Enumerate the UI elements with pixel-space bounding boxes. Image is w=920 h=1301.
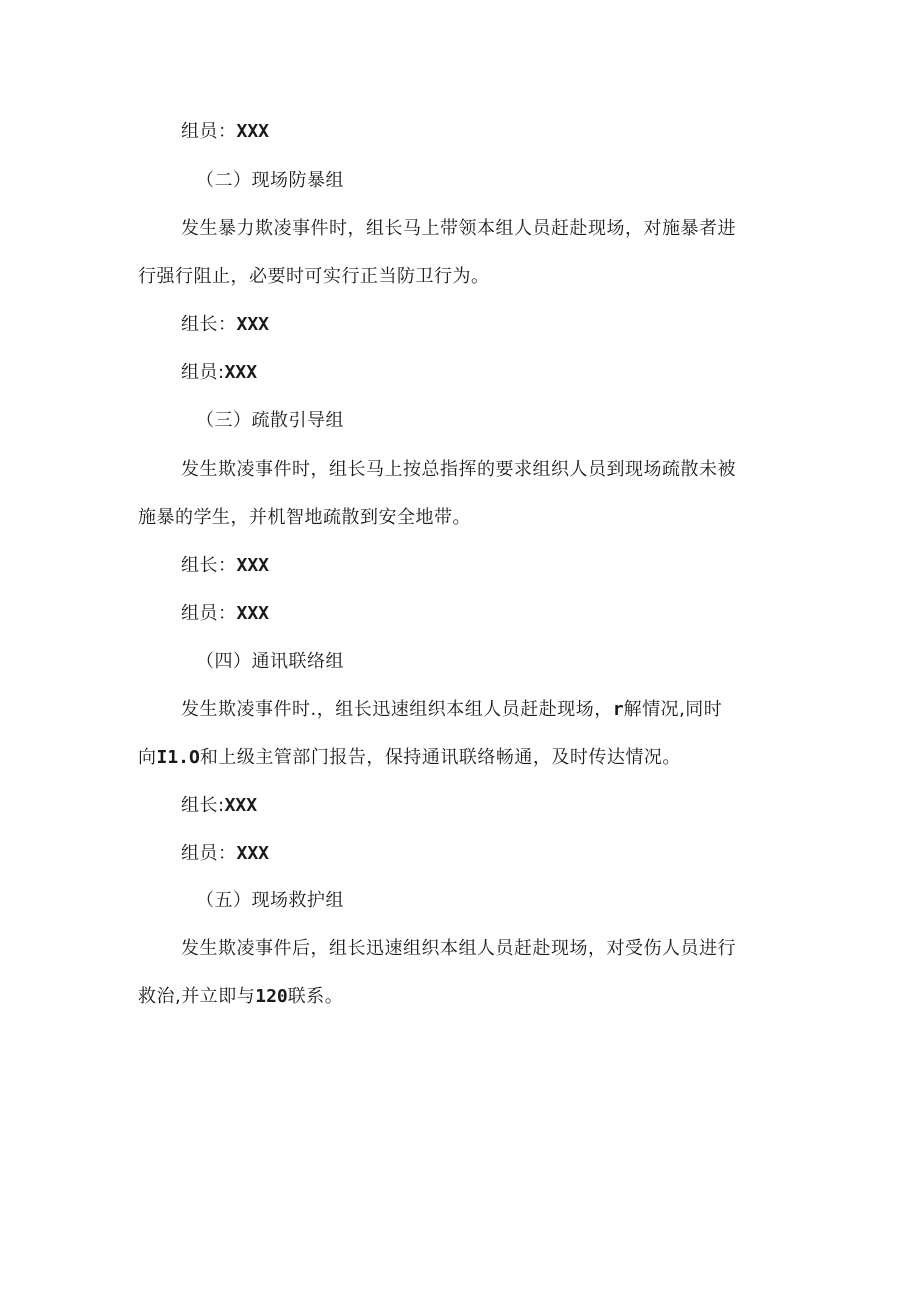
section-heading xyxy=(196,169,344,193)
paragraph-text: 发生欺凌事件后，组长迅速组织本组人员赶赴现场，对受伤人员进行 xyxy=(181,938,736,959)
paragraph-line xyxy=(181,698,722,722)
paragraph-line xyxy=(138,985,343,1009)
member-line xyxy=(181,602,269,626)
member-label: 组员： xyxy=(181,843,237,864)
section-heading-text: （四）通讯联络组 xyxy=(196,651,344,672)
section-heading xyxy=(196,409,344,433)
section-heading-text: （五）现场救护组 xyxy=(196,890,344,911)
paragraph-text: 施暴的学生，并机智地疏散到安全地带。 xyxy=(138,507,471,528)
leader-name: XXX xyxy=(236,555,270,576)
section-heading-text: （三）疏散引导组 xyxy=(196,410,344,431)
member-name: XXX xyxy=(236,603,270,624)
leader-label: 组长： xyxy=(181,555,237,576)
leader-line xyxy=(181,794,257,818)
member-label: 组员: xyxy=(181,362,225,383)
paragraph-code: r xyxy=(612,699,624,720)
leader-name: XXX xyxy=(236,314,270,335)
leader-name: XXX xyxy=(224,795,258,816)
paragraph-text: 和上级主管部门报告，保持通讯联络畅通，及时传达情况。 xyxy=(199,747,681,768)
section-heading xyxy=(196,650,344,674)
paragraph-code: 120 xyxy=(255,986,288,1007)
leader-line xyxy=(181,313,269,337)
leader-line xyxy=(181,554,269,578)
member-line xyxy=(181,361,257,385)
paragraph-text: 发生欺凌事件时.，组长迅速组织本组人员赶赴现场， xyxy=(181,699,613,720)
paragraph-line xyxy=(181,937,736,961)
paragraph-line xyxy=(138,265,490,289)
member-line xyxy=(181,120,269,144)
member-line xyxy=(181,842,269,866)
section-heading xyxy=(196,889,344,913)
paragraph-text: 发生欺凌事件时，组长马上按总指挥的要求组织人员到现场疏散未被 xyxy=(181,459,736,480)
leader-label: 组长： xyxy=(181,314,237,335)
member-label: 组员： xyxy=(181,121,237,142)
member-label: 组员： xyxy=(181,603,237,624)
paragraph-line xyxy=(181,458,736,482)
paragraph-text: 向 xyxy=(138,747,157,768)
member-name: XXX xyxy=(224,362,258,383)
paragraph-text: 救治,并立即与 xyxy=(138,986,256,1007)
section-heading-text: （二）现场防暴组 xyxy=(196,170,344,191)
paragraph-text: 发生暴力欺凌事件时，组长马上带领本组人员赶赴现场，对施暴者进 xyxy=(181,218,736,239)
paragraph-line xyxy=(138,506,471,530)
paragraph-code: I1.O xyxy=(156,747,200,768)
paragraph-line xyxy=(138,746,681,770)
paragraph-text: 联系。 xyxy=(287,986,344,1007)
member-name: XXX xyxy=(236,121,270,142)
paragraph-line xyxy=(181,217,736,241)
leader-label: 组长: xyxy=(181,795,225,816)
paragraph-text: 行强行阻止，必要时可实行正当防卫行为。 xyxy=(138,266,490,287)
paragraph-text: 解情况,同时 xyxy=(623,699,723,720)
member-name: XXX xyxy=(236,843,270,864)
